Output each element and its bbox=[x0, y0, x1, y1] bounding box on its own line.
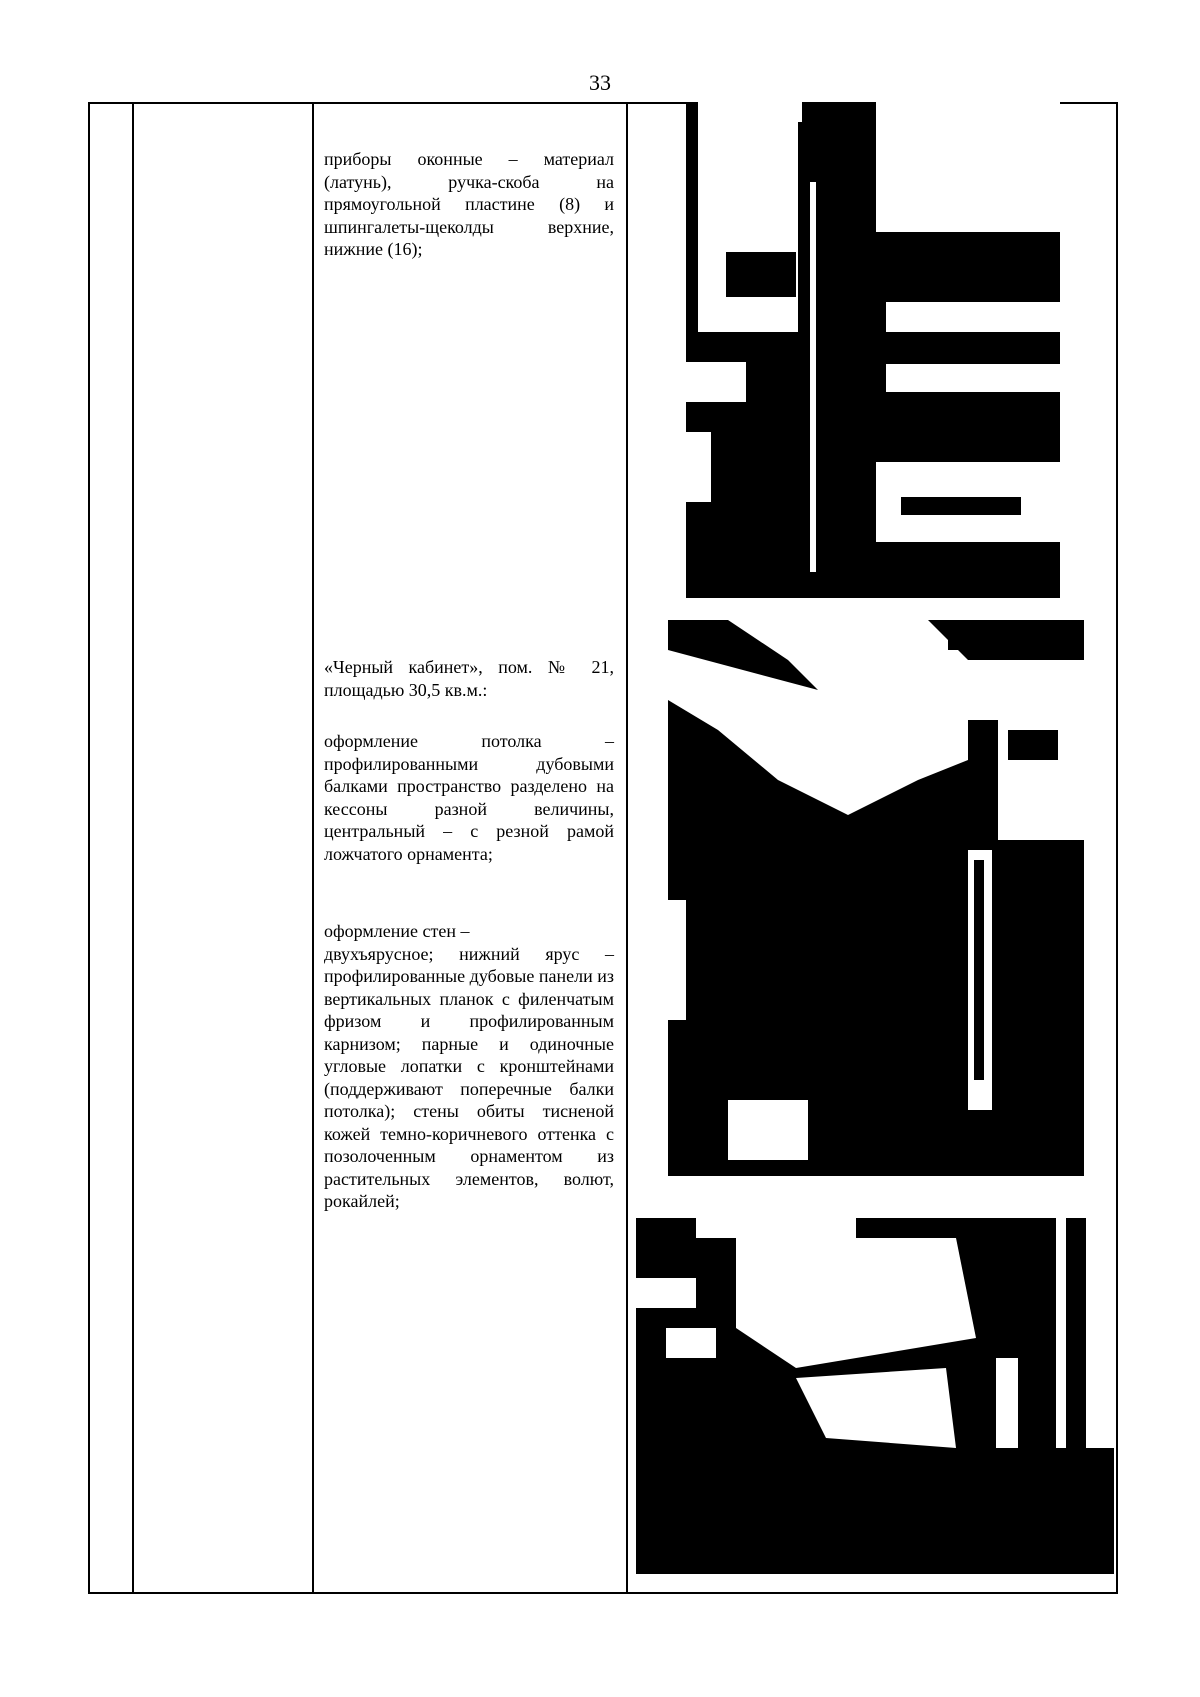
ceiling-image bbox=[668, 620, 1084, 1176]
walls-section bbox=[324, 920, 614, 1213]
column-divider bbox=[626, 104, 628, 1592]
window-fittings-description: приборы оконные – материал (латунь), ручка-скоба на прямоугольной пластине (8) и шпингалеты-щеколды верхние, нижние (16); bbox=[324, 149, 614, 259]
room-section bbox=[324, 656, 614, 701]
column-divider bbox=[132, 104, 134, 1592]
window-fittings-photo bbox=[686, 102, 1060, 598]
column-divider bbox=[312, 104, 314, 1592]
wall-panels-image bbox=[636, 1218, 1114, 1574]
ceiling-photo bbox=[668, 620, 1084, 1176]
page-number: 33 bbox=[589, 70, 611, 95]
ceiling-description: оформление потолка – профилированными дубовыми балками пространство разделено на кессоны разной величины, центральный – с резной рамой ложчатого орнамента; bbox=[324, 731, 614, 864]
walls-description: двухъярусное; нижний ярус – профилированные дубовые панели из вертикальных планок с филенчатым фризом и профилированным карнизом; парные и одиночные угловые лопатки с кронштейнами (поддерживают поперечные балки потолка); стены обиты тисненой кожей темно-коричневого оттенка с позолоченным орнаментом из растительных элементов, волют, рокайлей; bbox=[324, 943, 614, 1211]
window-fittings-text bbox=[324, 148, 614, 261]
ceiling-section bbox=[324, 730, 614, 865]
walls-label: оформление стен – bbox=[324, 921, 470, 941]
window-fittings-image bbox=[686, 102, 1060, 598]
room-heading: «Черный кабинет», пом. № 21, площадью 30,5 кв.м.: bbox=[324, 657, 614, 700]
wall-panels-photo bbox=[636, 1218, 1114, 1574]
